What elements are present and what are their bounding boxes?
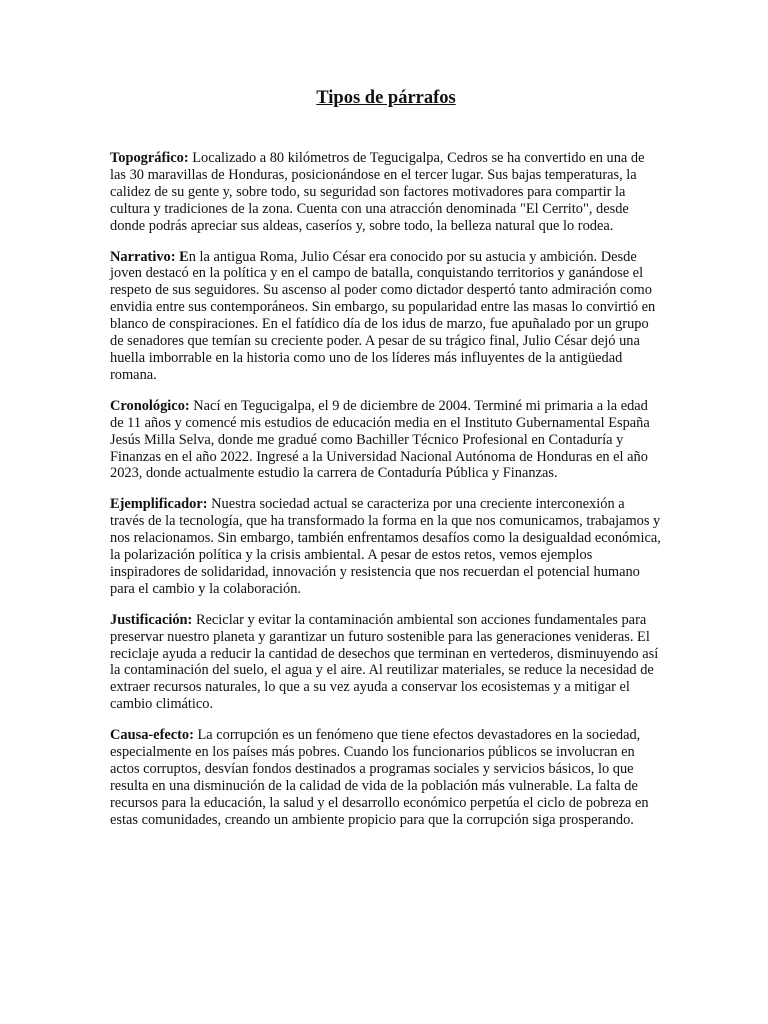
document-page bbox=[110, 86, 662, 843]
paragraph-cronologico bbox=[110, 398, 662, 483]
paragraph-lead: Justificación: bbox=[110, 611, 196, 628]
paragraph-lead: Ejemplificador: bbox=[110, 496, 212, 513]
paragraph-lead: Topográfico: bbox=[110, 150, 193, 166]
paragraph-text: La corrupción es un fenómeno que tiene efectos devastadores en la sociedad, especialmente en los países más pobres. Cuando los funcionarios públicos se involucran en actos corruptos, desvían fondos destinados a programas sociales y servicios básicos, lo que resulta en una disminución de la calidad de vida de la población más vulnerable. La falta de recursos para la educación, la salud y el desarrollo económico perpetúa el ciclo de pobreza en estas comunidades, creando un ambiente propicio para que la corrupción siga prosperando. bbox=[110, 727, 649, 828]
paragraph-causa-efecto bbox=[110, 727, 662, 828]
paragraph-text: Reciclar y evitar la contaminación ambiental son acciones fundamentales para preservar nuestro planeta y garantizar un futuro sostenible para las generaciones venideras. El reciclaje ayuda a reducir la cantidad de desechos que terminan en vertederos, disminuyendo así la contaminación del suelo, el agua y el aire. Al reutilizar materiales, se reduce la necesidad de extraer recursos naturales, lo que a su vez ayuda a conservar los ecosistemas y a mitigar el cambio climático. bbox=[110, 611, 659, 713]
paragraph-lead: Narrativo: E bbox=[110, 248, 189, 265]
document-title: Tipos de párrafos bbox=[316, 88, 456, 108]
paragraph-text: Nací en Tegucigalpa, el 9 de diciembre de 2004. Terminé mi primaria a la edad de 11 años y comencé mis estudios de educación media en el Instituto Gubernamental España Jesús Milla Selva, donde me gradué como Bachiller Técnico Profesional en Contaduría y Finanzas en el año 2022. Ingresé a la Universidad Nacional Autónoma de Honduras en el año 2023, donde actualmente estudio la carrera de Contaduría Pública y Finanzas. bbox=[110, 397, 650, 482]
paragraph-lead: Cronológico: bbox=[110, 397, 194, 414]
paragraph-text: Nuestra sociedad actual se caracteriza por una creciente interconexión a través de la tecnología, que ha transformado la forma en la que nos comunicamos, trabajamos y nos relacionamos. Sin embargo, también enfrentamos desafíos como la desigualdad económica, la polarización política y la crisis ambiental. A pesar de estos retos, vemos ejemplos inspiradores de solidaridad, innovación y resistencia que nos recuerdan el potencial humano para el cambio y la colaboración. bbox=[110, 496, 661, 597]
paragraph-text: n la antigua Roma, Julio César era conocido por su astucia y ambición. Desde joven destacó en la política y en el campo de batalla, conquistando territorios y ganándose el respeto de sus seguidores. Su ascenso al poder como dictador despertó tanto admiración como envidia entre sus contemporáneos. Sin embargo, su popularidad entre las masas lo convirtió en blanco de conspiraciones. En el fatídico día de los idus de marzo, fue apuñalado por un grupo de senadores que temían su creciente poder. A pesar de su trágico final, Julio César dejó una huella imborrable en la historia como uno de los líderes más influyentes de la antigüedad romana. bbox=[110, 248, 656, 383]
paragraph-lead: Causa-efecto: bbox=[110, 727, 198, 744]
paragraph-narrativo bbox=[110, 249, 662, 384]
paragraph-justificacion bbox=[110, 612, 662, 713]
paragraph-text: Localizado a 80 kilómetros de Tegucigalpa, Cedros se ha convertido en una de las 30 maravillas de Honduras, posicionándose en el tercer lugar. Sus bajas temperaturas, la calidez de su gente y, sobre todo, su seguridad son factores motivadores para compartir la cultura y tradiciones de la zona. Cuenta con una atracción denominada "El Cerrito", desde donde podrás apreciar sus aldeas, caseríos y, sobre todo, la belleza natural que lo rodea. bbox=[110, 150, 645, 234]
paragraph-ejemplificador bbox=[110, 496, 662, 597]
paragraph-topografico bbox=[110, 150, 662, 235]
